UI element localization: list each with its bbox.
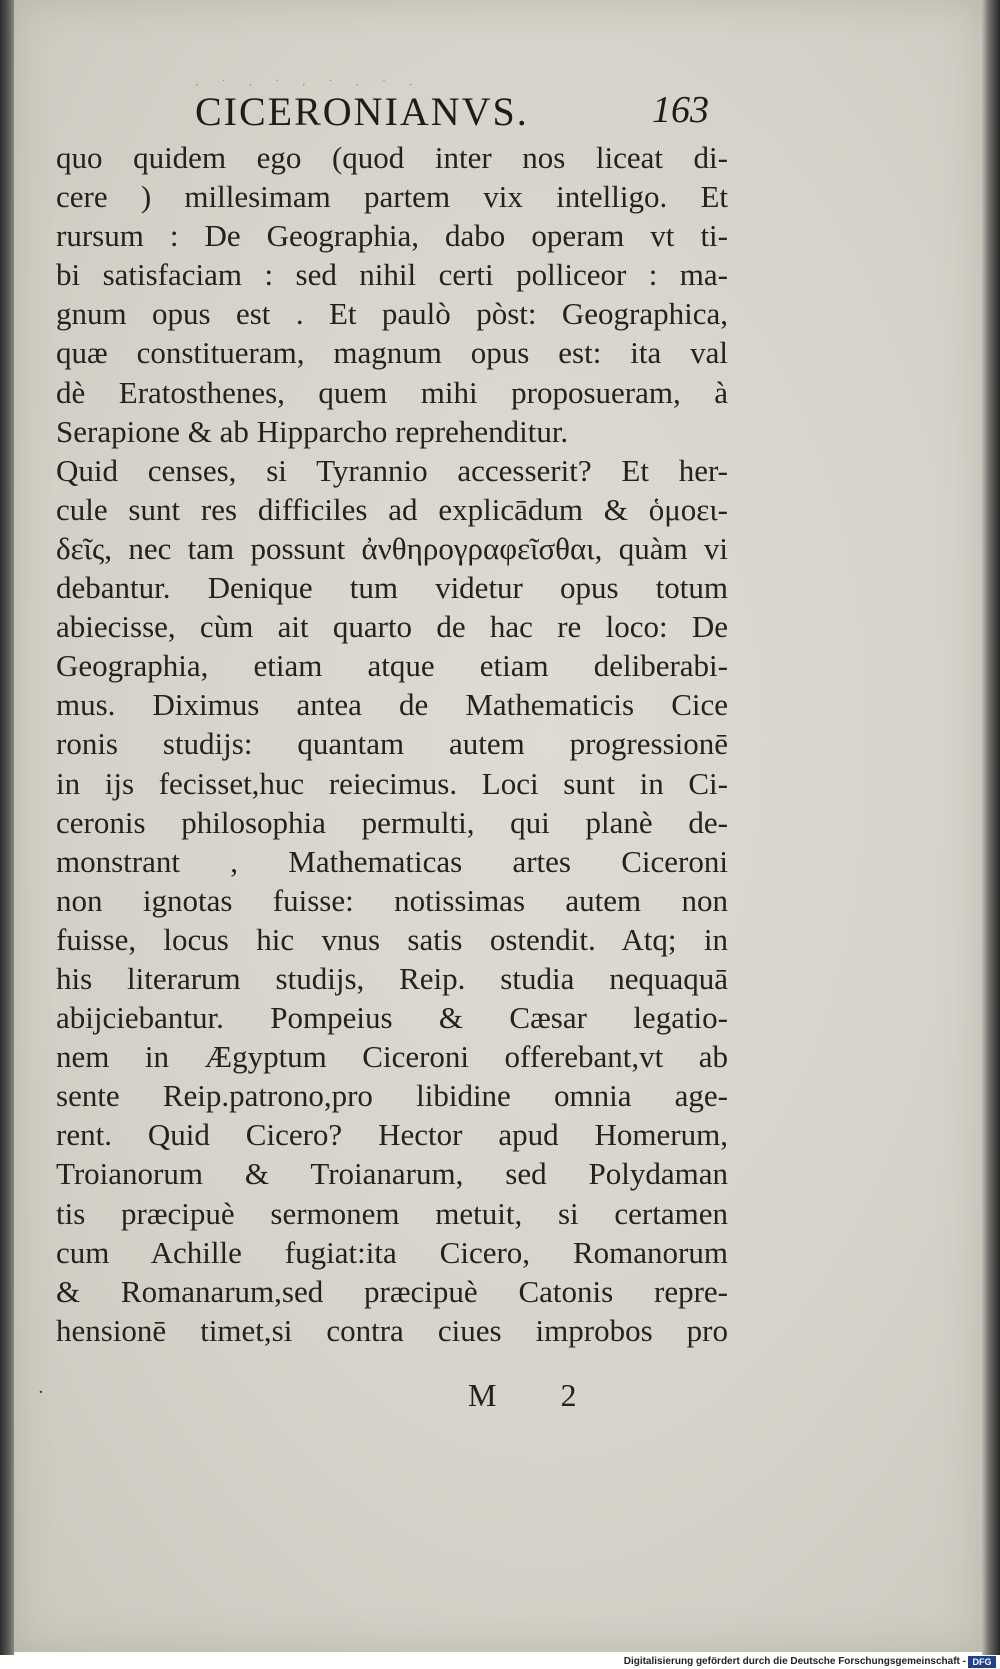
text-line: mus. Diximus antea de Mathematicis Cice <box>56 687 728 723</box>
text-line: Serapione & ab Hipparcho reprehenditur. <box>56 413 569 449</box>
text-line: hensionē timet,si contra ciues improbos pro <box>56 1312 728 1348</box>
text-line: gnum opus est . Et paulò pòst: Geographica, <box>56 296 728 332</box>
text-line: monstrant , Mathematicas artes Ciceroni <box>56 843 728 879</box>
text-line: quo quidem ego (quod inter nos liceat di- <box>56 140 728 175</box>
page-number: 163 <box>652 89 709 131</box>
running-head: CICERONIANVS. <box>195 89 529 134</box>
text-line: δεῖς, nec tam possunt ἀνθηρογραφεῖσθαι, quàm vi <box>56 530 728 566</box>
body-text <box>56 138 728 1350</box>
digitization-credit: Digitalisierung gefördert durch die Deutsche Forschungsgemeinschaft - <box>623 1656 966 1667</box>
text-line: quæ constitueram, magnum opus est: ita val <box>56 335 728 371</box>
text-line: abiecisse, cùm ait quarto de hac re loco: De <box>56 609 728 645</box>
text-line: rent. Quid Cicero? Hector apud Homerum, <box>56 1117 728 1153</box>
text-line: Geographia, etiam atque etiam deliberabi- <box>56 648 728 684</box>
text-line: cum Achille fugiat:ita Cicero, Romanorum <box>56 1234 728 1270</box>
signature-mark: M 2 <box>468 1377 605 1413</box>
margin-mark: · <box>38 1382 44 1403</box>
header-ornament: · ˙ · ˙ · ˙ · ˙ · <box>195 78 422 92</box>
text-line: sente Reip.patrono,pro libidine omnia age- <box>56 1078 728 1114</box>
text-line: ceronis philosophia permulti, qui planè de- <box>56 804 728 840</box>
text-line: his literarum studijs, Reip. studia nequaquā <box>56 960 728 996</box>
text-line: cule sunt res difficiles ad explicādum & ὁμοει- <box>56 491 728 527</box>
text-line: abijciebantur. Pompeius & Cæsar legatio- <box>56 1000 728 1036</box>
dfg-logo: DFG <box>968 1656 996 1668</box>
text-line: cere ) millesimam partem vix intelligo. Et <box>56 179 728 215</box>
text-line: Troianorum & Troianarum, sed Polydaman <box>56 1156 728 1192</box>
text-line: dè Eratosthenes, quem mihi proposueram, à <box>56 374 728 410</box>
text-line: fuisse, locus hic vnus satis ostendit. Atq; in <box>56 921 728 957</box>
text-line: debantur. Denique tum videtur opus totum <box>56 570 728 606</box>
text-line: bi satisfaciam : sed nihil certi polliceor : ma- <box>56 257 728 293</box>
text-line: & Romanarum,sed præcipuè Catonis repre- <box>56 1273 728 1309</box>
text-line: ronis studijs: quantam autem progressionē <box>56 726 728 762</box>
text-line: non ignotas fuisse: notissimas autem non <box>56 882 728 918</box>
text-line: tis præcipuè sermonem metuit, si certamen <box>56 1195 728 1231</box>
text-line: Quid censes, si Tyrannio accesserit? Et her- <box>56 452 728 488</box>
page-fore-edge <box>982 0 1000 1655</box>
book-spine-edge <box>0 0 14 1655</box>
text-line: in ijs fecisset,huc reiecimus. Loci sunt in Ci- <box>56 765 728 801</box>
text-line: nem in Ægyptum Ciceroni offerebant,vt ab <box>56 1039 728 1075</box>
text-line: rursum : De Geographia, dabo operam vt ti- <box>56 218 728 254</box>
